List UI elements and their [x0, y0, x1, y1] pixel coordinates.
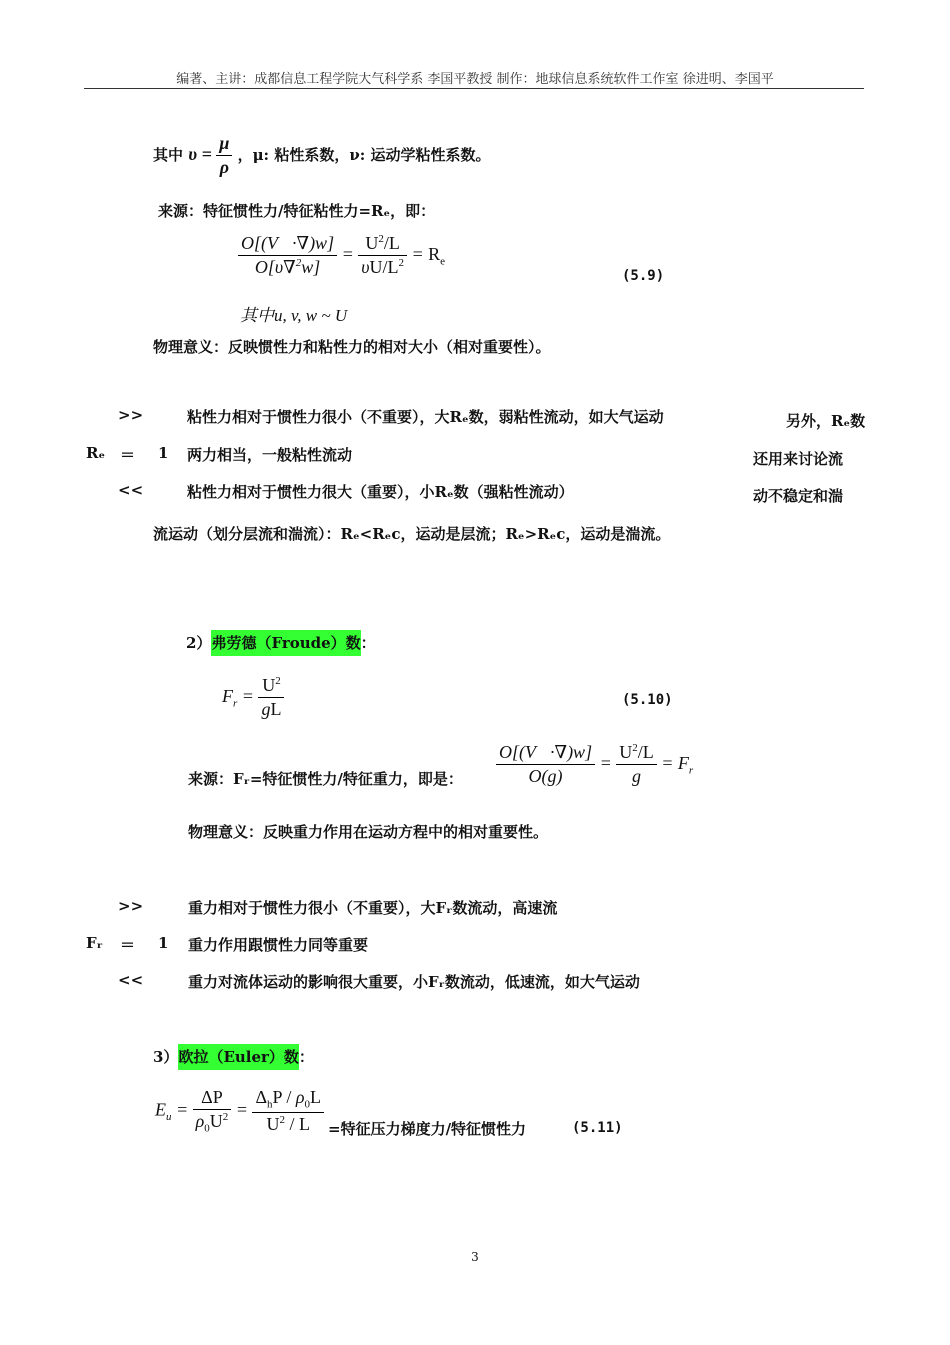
nu-formula: υ = $\frac{\mu}{\rho}$ — [188, 144, 232, 164]
froude-source: 来源：Fᵣ=特征惯性力/特征重力，即是： — [188, 770, 463, 788]
re-meaning: 物理意义：反映惯性力和粘性力的相对大小（相对重要性）。 — [153, 338, 551, 356]
fr-row3-text: 重力对流体运动的影响很大重要，小Fᵣ数流动，低速流，如大气运动 — [188, 973, 640, 991]
header-rule — [84, 88, 864, 89]
viscosity-prefix: 其中 — [153, 146, 184, 165]
froude-suffix: ： — [360, 634, 376, 652]
eq-5-10: (5.10) — [622, 692, 673, 708]
page-number: 3 — [471, 1250, 479, 1264]
fr-row2-text: 重力作用跟惯性力同等重要 — [188, 936, 369, 954]
viscosity-text: ，μ: 粘性系数，ν: 运动学粘性系数。 — [237, 146, 491, 165]
reynolds-formula: $\frac{O[(V⃗\cdot\nabla)w]}{O[\upsilon\nabla^2w]}$ = $\frac{U^2/L}{\upsilon U/L^2}$ = $R_e$ — [238, 232, 445, 280]
fr-row1-text: 重力相对于惯性力很小（不重要），大Fᵣ数流动，高速流 — [188, 899, 558, 917]
re-row1-text: 粘性力相对于惯性力很小（不重要），大Rₑ数，弱粘性流动，如大气运动 — [187, 408, 664, 426]
fr-row1-sym: >> — [118, 897, 144, 915]
euler-heading — [153, 1046, 314, 1067]
re-eq-sign: ＝ — [120, 446, 136, 464]
eq-5-9: (5.9) — [622, 268, 665, 284]
euler-tail: =特征压力梯度力/特征惯性力 — [328, 1120, 527, 1138]
re-row3-sym: << — [118, 481, 144, 499]
re-label: Rₑ — [86, 444, 106, 462]
fr-label: Fᵣ — [86, 934, 103, 952]
froude-formula: $F_r$ = $\frac{U^2}{gL}$ — [222, 674, 284, 722]
froude-heading — [186, 632, 376, 653]
euler-prefix: 3） — [153, 1048, 179, 1066]
side-note-2: 还用来讨论流 — [753, 450, 844, 468]
euler-formula: $E_u$ = $\frac{\Delta P}{\rho_0U^2}$ = $\frac{\Delta_hP / \rho_0L}{U^2 / L}$ — [155, 1086, 324, 1136]
re-row2-sym: 1 — [158, 444, 169, 462]
euler-title: 欧拉（Euler）数 — [178, 1044, 298, 1070]
froude-derivation: $\frac{O[(V⃗\cdot\nabla)w]}{O(g)}$ = $\frac{U^2/L}{g}$ = $F_r$ — [496, 741, 693, 789]
re-eq-note: 其中u, v, w ~ U — [240, 306, 348, 325]
re-row3-text: 粘性力相对于惯性力很大（重要），小Rₑ数（强粘性流动） — [187, 483, 574, 501]
eq-5-11: (5.11) — [572, 1120, 623, 1136]
re-turbulence: 流运动（划分层流和湍流）：Rₑ<Rₑc，运动是层流；Rₑ>Rₑc，运动是湍流。 — [153, 525, 671, 543]
fr-row2-sym: 1 — [158, 934, 169, 952]
fr-eq-sign: ＝ — [120, 936, 136, 954]
re-row2-text: 两力相当，一般粘性流动 — [187, 446, 353, 464]
side-note-3: 动不稳定和湍 — [753, 487, 844, 505]
page-header: 编著、主讲：成都信息工程学院大气科学系 李国平教授 制作：地球信息系统软件工作室 徐进明、李国平 — [176, 72, 774, 87]
re-row1-sym: >> — [118, 406, 144, 424]
froude-meaning: 物理意义：反映重力作用在运动方程中的相对重要性。 — [188, 823, 549, 841]
euler-suffix: ： — [298, 1048, 314, 1066]
side-note-1: 另外，Rₑ数 — [786, 412, 866, 430]
re-source: 来源：特征惯性力/特征粘性力=Rₑ，即： — [158, 202, 436, 220]
froude-title: 弗劳德（Froude）数 — [211, 630, 360, 656]
viscosity-line — [153, 132, 491, 180]
froude-prefix: 2） — [186, 634, 212, 652]
fr-row3-sym: << — [118, 971, 144, 989]
